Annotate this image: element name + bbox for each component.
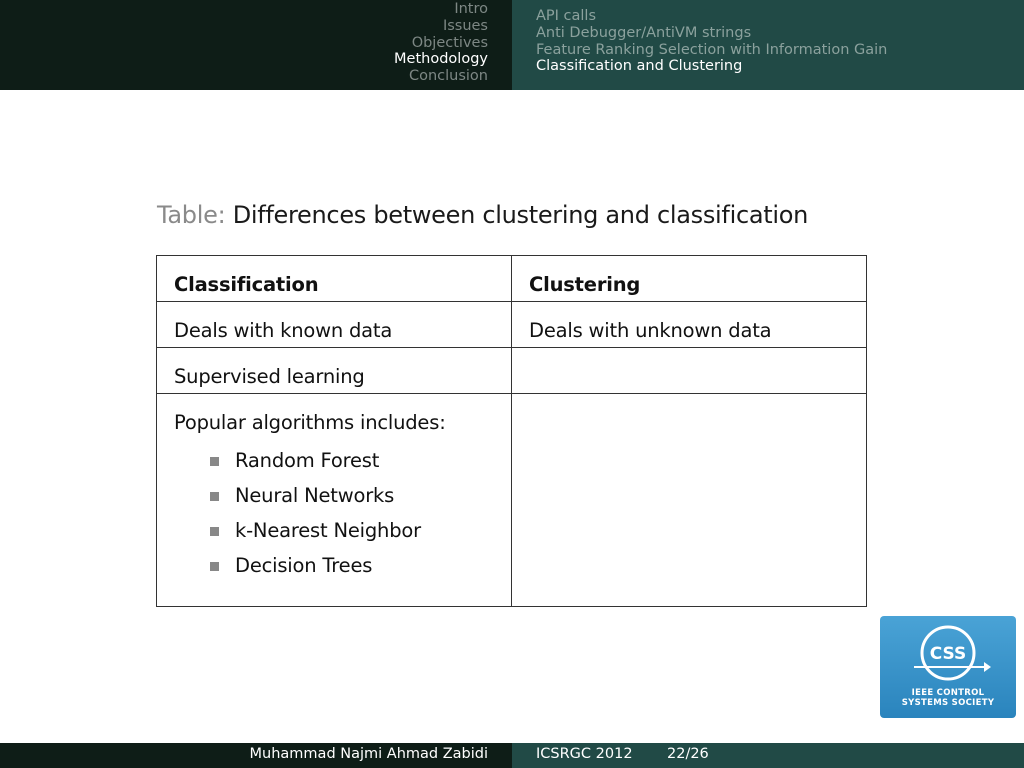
nav-section-intro[interactable]: Intro	[454, 1, 488, 17]
table-header-row	[157, 256, 867, 302]
table-cell: Deals with unknown data	[512, 302, 867, 348]
bullet-icon	[210, 457, 219, 466]
table-row	[157, 394, 867, 607]
list-item-label: Decision Trees	[235, 554, 373, 577]
ieee-css-logo	[880, 616, 1016, 718]
list-item	[210, 548, 494, 583]
table-cell	[512, 348, 867, 394]
nav-subsection-api-calls[interactable]: API calls	[536, 8, 597, 24]
page-number: 22/26	[667, 746, 709, 762]
table-cell	[512, 394, 867, 607]
caption-label: Table:	[157, 201, 226, 229]
list-item-label: Neural Networks	[235, 484, 395, 507]
list-item	[210, 443, 494, 478]
table-row	[157, 302, 867, 348]
logo-line2: SYSTEMS SOCIETY	[901, 698, 995, 708]
list-item-label: Random Forest	[235, 449, 380, 472]
logo-mark: CSS	[929, 644, 967, 664]
header-classification: Classification	[157, 256, 512, 302]
comparison-table	[156, 255, 867, 607]
nav-section-objectives[interactable]: Objectives	[411, 34, 488, 51]
table-cell: Deals with known data	[157, 302, 512, 348]
algorithms-list	[174, 443, 494, 583]
footer-author: Muhammad Najmi Ahmad Zabidi	[249, 746, 488, 762]
nav-subsection-anti-debugger[interactable]: Anti Debugger/AntiVM strings	[536, 24, 752, 41]
list-item	[210, 513, 494, 548]
table-row	[157, 348, 867, 394]
nav-section-conclusion[interactable]: Conclusion	[408, 68, 488, 85]
nav-subsection-classification[interactable]: Classification and Clustering	[536, 58, 743, 75]
footer-author-bar	[0, 743, 512, 768]
bullet-icon	[210, 562, 219, 571]
caption-text: Differences between clustering and classification	[232, 201, 809, 229]
bullet-icon	[210, 527, 219, 536]
algorithms-cell	[157, 394, 512, 607]
list-item	[210, 478, 494, 513]
nav-section-issues[interactable]: Issues	[442, 17, 488, 34]
table-caption	[157, 201, 808, 229]
footer-info-bar	[512, 743, 1024, 768]
subsection-nav	[512, 0, 1024, 90]
footer-conference: ICSRGC 2012	[536, 746, 633, 762]
list-item-label: k-Nearest Neighbor	[235, 519, 421, 542]
logo-line1: IEEE CONTROL	[911, 688, 985, 698]
header-clustering: Clustering	[512, 256, 867, 302]
section-nav	[0, 0, 512, 90]
nav-subsection-feature-ranking[interactable]: Feature Ranking Selection with Information Gain	[536, 41, 888, 58]
bullet-icon	[210, 492, 219, 501]
nav-section-methodology[interactable]: Methodology	[394, 51, 488, 68]
algorithms-intro: Popular algorithms includes:	[174, 411, 446, 434]
table-cell: Supervised learning	[157, 348, 512, 394]
slide-header	[0, 0, 1024, 90]
